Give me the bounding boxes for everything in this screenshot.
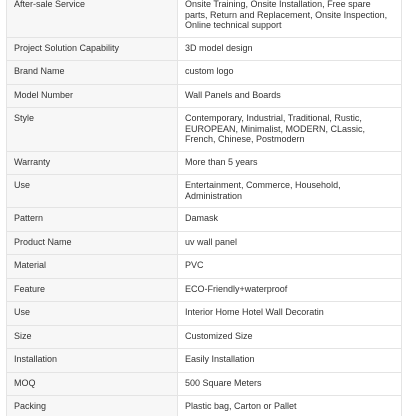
- spec-row-after-sale-service: [7, 0, 402, 37]
- spec-label: Size: [7, 325, 178, 349]
- spec-label: Use: [7, 175, 178, 208]
- spec-row-moq: [7, 372, 402, 396]
- spec-row-pattern: [7, 208, 402, 232]
- specifications-table: [6, 0, 402, 416]
- spec-value: More than 5 years: [178, 151, 402, 175]
- spec-value: Customized Size: [178, 325, 402, 349]
- spec-row-brand-name: [7, 61, 402, 85]
- spec-row-packing: [7, 396, 402, 416]
- spec-row-project-solution-capability: [7, 37, 402, 61]
- spec-value: Wall Panels and Boards: [178, 84, 402, 108]
- spec-value: PVC: [178, 255, 402, 279]
- spec-value: 500 Square Meters: [178, 372, 402, 396]
- spec-value: Easily Installation: [178, 349, 402, 373]
- spec-value: Contemporary, Industrial, Traditional, Rustic, EUROPEAN, Minimalist, MODERN, CLassic, French, Chinese, Postmodern: [178, 108, 402, 152]
- spec-row-size: [7, 325, 402, 349]
- spec-value: Plastic bag, Carton or Pallet: [178, 396, 402, 416]
- spec-value: uv wall panel: [178, 231, 402, 255]
- spec-row-product-name: [7, 231, 402, 255]
- spec-label: Packing: [7, 396, 178, 416]
- spec-row-warranty: [7, 151, 402, 175]
- spec-label: Project Solution Capability: [7, 37, 178, 61]
- spec-row-use-2: [7, 302, 402, 326]
- spec-label: Use: [7, 302, 178, 326]
- spec-row-installation: [7, 349, 402, 373]
- spec-label: Material: [7, 255, 178, 279]
- spec-label: Product Name: [7, 231, 178, 255]
- spec-value: 3D model design: [178, 37, 402, 61]
- spec-value: Interior Home Hotel Wall Decoratin: [178, 302, 402, 326]
- spec-label: Brand Name: [7, 61, 178, 85]
- spec-row-model-number: [7, 84, 402, 108]
- spec-label: Model Number: [7, 84, 178, 108]
- spec-label: Pattern: [7, 208, 178, 232]
- spec-label: Warranty: [7, 151, 178, 175]
- spec-value: custom logo: [178, 61, 402, 85]
- spec-label: MOQ: [7, 372, 178, 396]
- spec-row-material: [7, 255, 402, 279]
- spec-value: Entertainment, Commerce, Household, Administration: [178, 175, 402, 208]
- spec-value: Damask: [178, 208, 402, 232]
- specifications-table-body: [7, 0, 402, 416]
- spec-row-use: [7, 175, 402, 208]
- spec-value: ECO-Friendly+waterproof: [178, 278, 402, 302]
- spec-row-feature: [7, 278, 402, 302]
- spec-row-style: [7, 108, 402, 152]
- spec-label: Feature: [7, 278, 178, 302]
- spec-label: Style: [7, 108, 178, 152]
- spec-label: After-sale Service: [7, 0, 178, 37]
- spec-value: Onsite Training, Onsite Installation, Free spare parts, Return and Replacement, Onsite Inspection, Online technical support: [178, 0, 402, 37]
- spec-label: Installation: [7, 349, 178, 373]
